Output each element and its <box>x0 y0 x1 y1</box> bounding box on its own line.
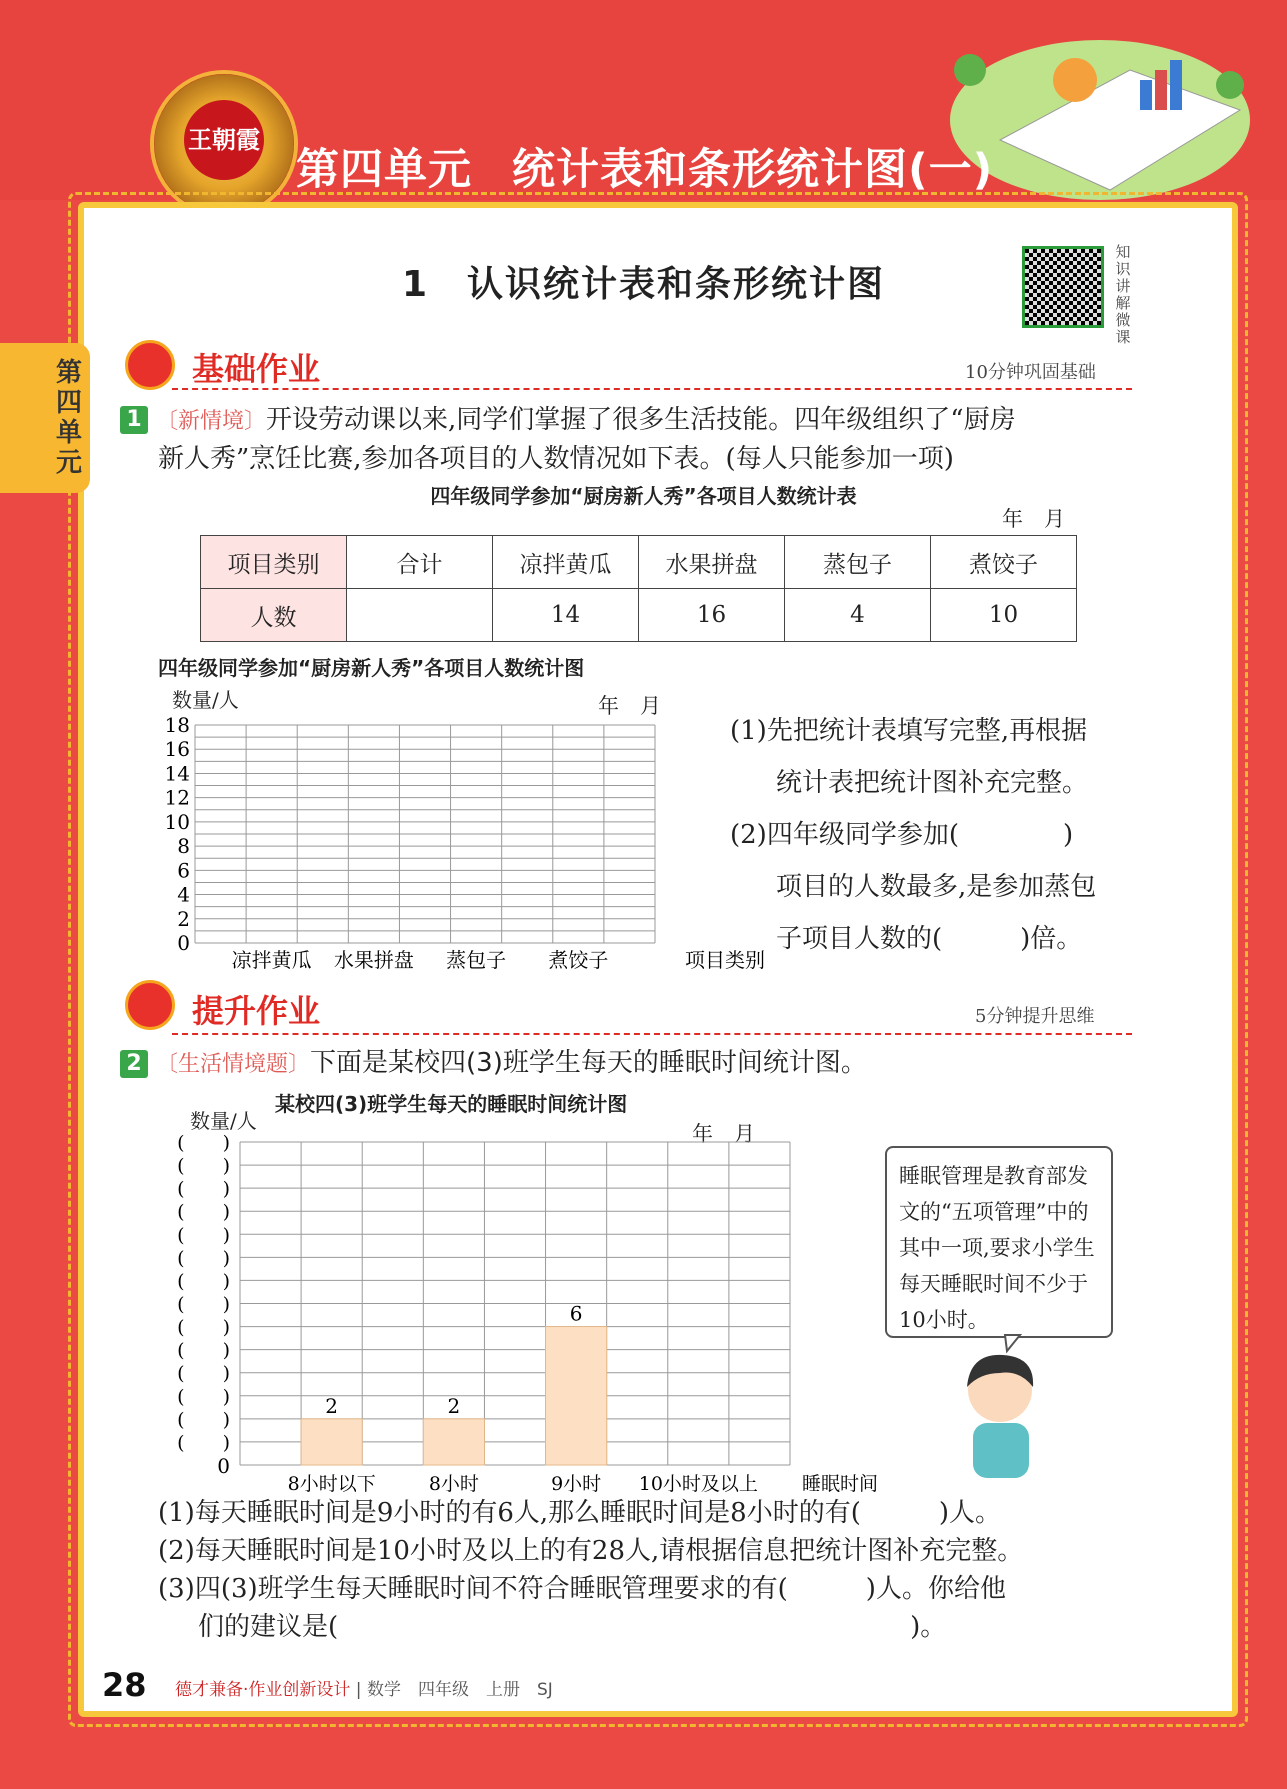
unit-name: 统计表和条形统计图(一) <box>512 145 994 195</box>
section1-divider <box>172 388 1132 390</box>
unit-title <box>296 136 993 197</box>
page-number: 28 <box>102 1666 147 1704</box>
lesson-title: 1 认识统计表和条形统计图 <box>401 264 886 305</box>
y-tick-placeholder: ( ) <box>177 1385 230 1408</box>
bar <box>423 1419 484 1465</box>
stats-table <box>200 535 1077 642</box>
y-tick-placeholder: ( ) <box>177 1362 230 1385</box>
boy-illustration <box>945 1335 1065 1485</box>
table-header-cell: 合计 <box>347 536 493 589</box>
brand-logo-text: 王朝霞 <box>184 100 264 180</box>
q1-sub2-line3: 子项目人数的( )倍。 <box>776 924 1083 954</box>
chart1-date: 年 月 <box>598 694 661 718</box>
y-tick-label: 2 <box>177 906 190 931</box>
y-tick-label: 8 <box>177 834 190 859</box>
y-tick-label: 0 <box>177 931 190 955</box>
q2-sub1: (1)每天睡眠时间是9小时的有6人,那么睡眠时间是8小时的有( )人。 <box>158 1498 1002 1528</box>
section2-note: 5分钟提升思维 <box>975 1006 1095 1027</box>
x-tick-label: 煮饺子 <box>548 948 609 972</box>
table-cell: 14 <box>493 589 639 642</box>
table-header-cell: 蒸包子 <box>785 536 931 589</box>
qr-label: 知识讲解微课 <box>1115 243 1131 346</box>
table-total-blank[interactable] <box>347 589 493 642</box>
bar <box>301 1419 362 1465</box>
footer-info: 数学 四年级 上册 SJ <box>366 1680 553 1700</box>
x-tick-label: 8小时以下 <box>287 1473 376 1495</box>
y-tick-placeholder: ( ) <box>177 1316 230 1339</box>
y-tick-label: 12 <box>164 785 190 810</box>
data-label: 6 <box>569 1301 583 1326</box>
table-row <box>201 536 1077 589</box>
chart1-title: 四年级同学参加“厨房新人秀”各项目人数统计图 <box>158 656 585 680</box>
q2-sub2: (2)每天睡眠时间是10小时及以上的有28人,请根据信息把统计图补充完整。 <box>158 1536 1024 1566</box>
bar <box>546 1327 607 1465</box>
y-tick-label: 14 <box>164 761 190 786</box>
table-header-cell: 凉拌黄瓜 <box>493 536 639 589</box>
x-tick-label: 水果拼盘 <box>333 948 414 972</box>
q1-tag: 〔新情境〕 <box>156 409 267 434</box>
chart1-ylabel: 数量/人 <box>172 688 239 712</box>
footer-series: 德才兼备·作业创新设计 <box>175 1680 351 1700</box>
table-header-cell: 项目类别 <box>201 536 347 589</box>
section1-title: 基础作业 <box>192 350 321 388</box>
table-cell: 16 <box>639 589 785 642</box>
x-tick-label: 9小时 <box>551 1473 602 1495</box>
q2-tag: 〔生活情境题〕 <box>156 1052 311 1077</box>
q2-sub3-line2: 们的建议是( )。 <box>198 1612 947 1642</box>
y-tick-placeholder: ( ) <box>177 1132 230 1154</box>
table-date: 年 月 <box>1002 507 1065 531</box>
q1-text-line2: 新人秀”烹饪比赛,参加各项目的人数情况如下表。(每人只能参加一项) <box>158 444 954 474</box>
y-tick-placeholder: ( ) <box>177 1178 230 1201</box>
side-tab-label: 第四单元 <box>55 358 82 478</box>
y-tick-label: 18 <box>164 713 190 737</box>
data-label: 2 <box>447 1393 461 1418</box>
chart2-title: 某校四(3)班学生每天的睡眠时间统计图 <box>275 1092 628 1116</box>
x-tick-label: 8小时 <box>428 1473 479 1495</box>
y-tick-label: 16 <box>164 737 190 762</box>
chart2-date: 年 月 <box>692 1122 755 1146</box>
lightbulb-icon <box>125 340 175 390</box>
y-tick-placeholder: ( ) <box>177 1201 230 1224</box>
x-axis-label: 项目类别 <box>685 948 765 972</box>
y-tick-placeholder: ( ) <box>177 1224 230 1247</box>
table-header-cell: 煮饺子 <box>931 536 1077 589</box>
table-row <box>201 589 1077 642</box>
y-tick-placeholder: ( ) <box>177 1339 230 1362</box>
q1-sub2-line1: (2)四年级同学参加( ) <box>730 820 1074 850</box>
x-tick-label: 蒸包子 <box>446 948 507 972</box>
chart1[interactable] <box>150 705 765 975</box>
y-tick-label: 10 <box>164 809 190 834</box>
footer-text: 德才兼备·作业创新设计 | 数学 四年级 上册 SJ <box>175 1680 553 1700</box>
y-tick-label: 4 <box>177 882 190 907</box>
y-tick-placeholder: ( ) <box>177 1155 230 1178</box>
speech-bubble: 睡眠管理是教育部发文的“五项管理”中的其中一项,要求小学生每天睡眠时间不少于10小时。 <box>885 1146 1113 1338</box>
table-title: 四年级同学参加“厨房新人秀”各项目人数统计表 <box>430 484 857 508</box>
y-tick-placeholder: ( ) <box>177 1431 230 1454</box>
section1-note: 10分钟巩固基础 <box>965 362 1096 383</box>
qr-code-icon[interactable] <box>1022 246 1104 328</box>
q1-text-line1: 〔新情境〕开设劳动课以来,同学们掌握了很多生活技能。四年级组织了“厨房 <box>156 405 1016 435</box>
y-tick-placeholder: ( ) <box>177 1293 230 1316</box>
section2-title: 提升作业 <box>192 992 321 1030</box>
q2-text: 〔生活情境题〕下面是某校四(3)班学生每天的睡眠时间统计图。 <box>156 1048 867 1078</box>
chart2-ylabel: 数量/人 <box>190 1109 257 1133</box>
q1-sub1-line2: 统计表把统计图补充完整。 <box>776 768 1089 798</box>
x-tick-label: 10小时及以上 <box>638 1473 758 1495</box>
question-number: 2 <box>120 1050 148 1078</box>
data-label: 2 <box>325 1393 339 1418</box>
x-axis-label: 睡眠时间 <box>801 1473 879 1495</box>
q1-sub1-line1: (1)先把统计表填写完整,再根据 <box>730 716 1088 746</box>
table-header-cell: 水果拼盘 <box>639 536 785 589</box>
y-tick-placeholder: ( ) <box>177 1408 230 1431</box>
unit-label: 第四单元 <box>296 145 472 195</box>
y-tick-label: 6 <box>177 858 190 883</box>
table-cell: 4 <box>785 589 931 642</box>
y-tick-placeholder: ( ) <box>177 1247 230 1270</box>
x-tick-label: 凉拌黄瓜 <box>231 948 312 972</box>
q1-sub2-line2: 项目的人数最多,是参加蒸包 <box>776 872 1097 902</box>
q2-sub3-line1: (3)四(3)班学生每天睡眠时间不符合睡眠管理要求的有( )人。你给他 <box>158 1574 1006 1604</box>
table-cell: 人数 <box>201 589 347 642</box>
y-tick-label: 0 <box>217 1454 230 1478</box>
section2-divider <box>172 1033 1132 1035</box>
chart2[interactable] <box>150 1130 890 1500</box>
y-tick-placeholder: ( ) <box>177 1270 230 1293</box>
question-number: 1 <box>120 406 148 434</box>
table-cell: 10 <box>931 589 1077 642</box>
lightbulb-icon <box>125 980 175 1030</box>
